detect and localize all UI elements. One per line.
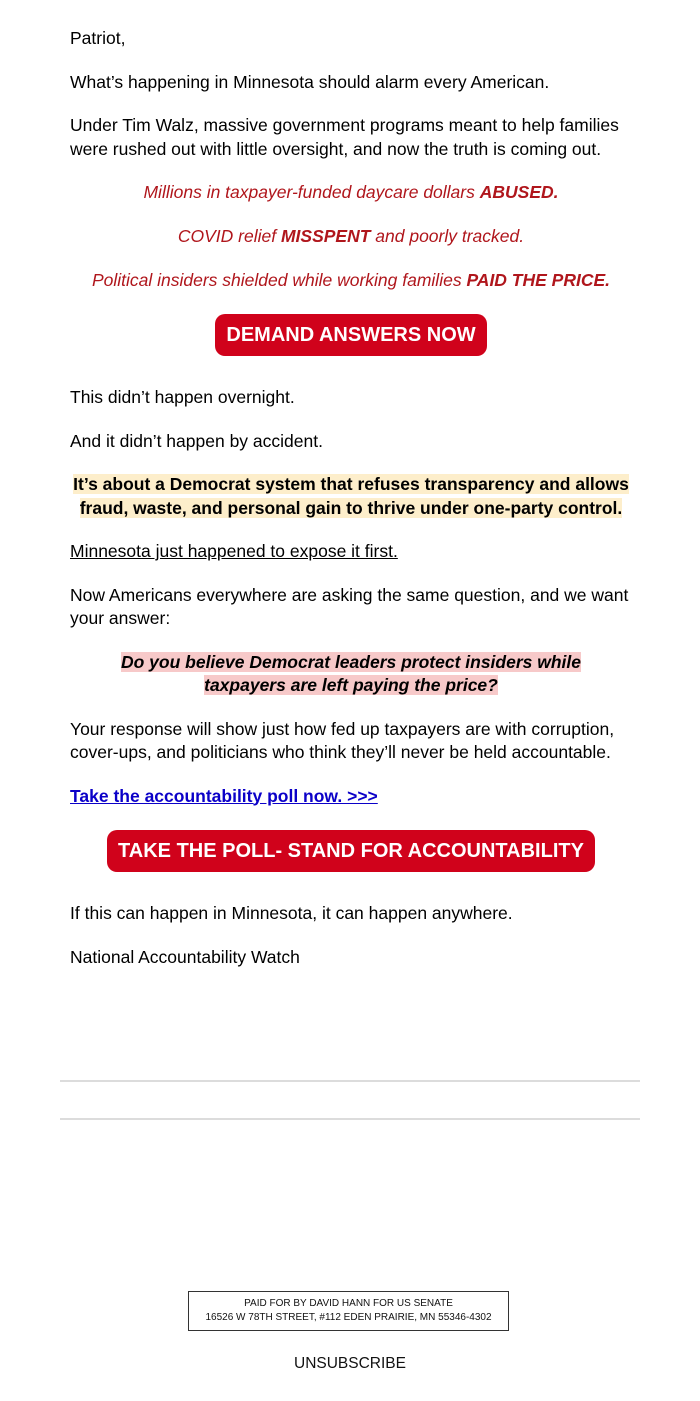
question-intro-paragraph: Now Americans everywhere are asking the same question, and we want your answer: (70, 584, 629, 628)
footer-divider-bottom (60, 1118, 640, 1120)
poll-question-callout (70, 651, 632, 698)
expose-paragraph (70, 540, 632, 564)
take-poll-button[interactable]: TAKE THE POLL- STAND FOR ACCOUNTABILITY (107, 830, 595, 872)
response-paragraph: Your response will show just how fed up taxpayers are with corruption, cover-ups, and politicians who think they’ll never be held accountable. (70, 718, 615, 762)
pink-highlight-text: Do you believe Democrat leaders protect insiders while taxpayers are left paying the price? (120, 651, 582, 695)
email-body (70, 27, 632, 989)
demand-answers-button[interactable]: DEMAND ANSWERS NOW (215, 314, 486, 356)
red-line-covid: COVID relief MISSPENT and poorly tracked. (177, 226, 525, 246)
poll-link[interactable]: Take the accountability poll now. >>> (70, 785, 378, 806)
yellow-highlight-text: It’s about a Democrat system that refuses transparency and allows fraud, waste, and personal gain to thrive under one-party control. (73, 474, 629, 518)
walz-paragraph: Under Tim Walz, massive government programs meant to help families were rushed out with little oversight, and now the truth is coming out. (70, 115, 619, 159)
button-wrapper (70, 314, 632, 356)
button-wrapper-2 (70, 830, 632, 872)
signature: National Accountability Watch (70, 946, 300, 967)
democrat-system-callout (70, 473, 632, 520)
anywhere-paragraph: If this can happen in Minnesota, it can happen anywhere. (70, 903, 513, 923)
red-line-daycare: Millions in taxpayer-funded daycare dollars ABUSED. (143, 182, 559, 202)
expose-underlined-text: Minnesota just happened to expose it first. (70, 541, 398, 561)
paid-for-disclaimer (188, 1291, 509, 1331)
poll-link-paragraph (70, 785, 632, 809)
footer-divider-top (60, 1080, 640, 1082)
address-line: 16526 W 78TH STREET, #112 EDEN PRAIRIE, MN 55346-4302 (205, 1312, 492, 1323)
red-line-insiders: Political insiders shielded while working families PAID THE PRICE. (91, 270, 611, 290)
paid-for-line: PAID FOR BY DAVID HANN FOR US SENATE (244, 1298, 453, 1309)
accident-paragraph: And it didn’t happen by accident. (70, 430, 323, 451)
overnight-paragraph: This didn’t happen overnight. (70, 387, 295, 407)
unsubscribe-link[interactable]: UNSUBSCRIBE (294, 1355, 406, 1372)
greeting: Patriot, (70, 28, 126, 48)
intro-paragraph: What’s happening in Minnesota should alarm every American. (70, 71, 550, 92)
